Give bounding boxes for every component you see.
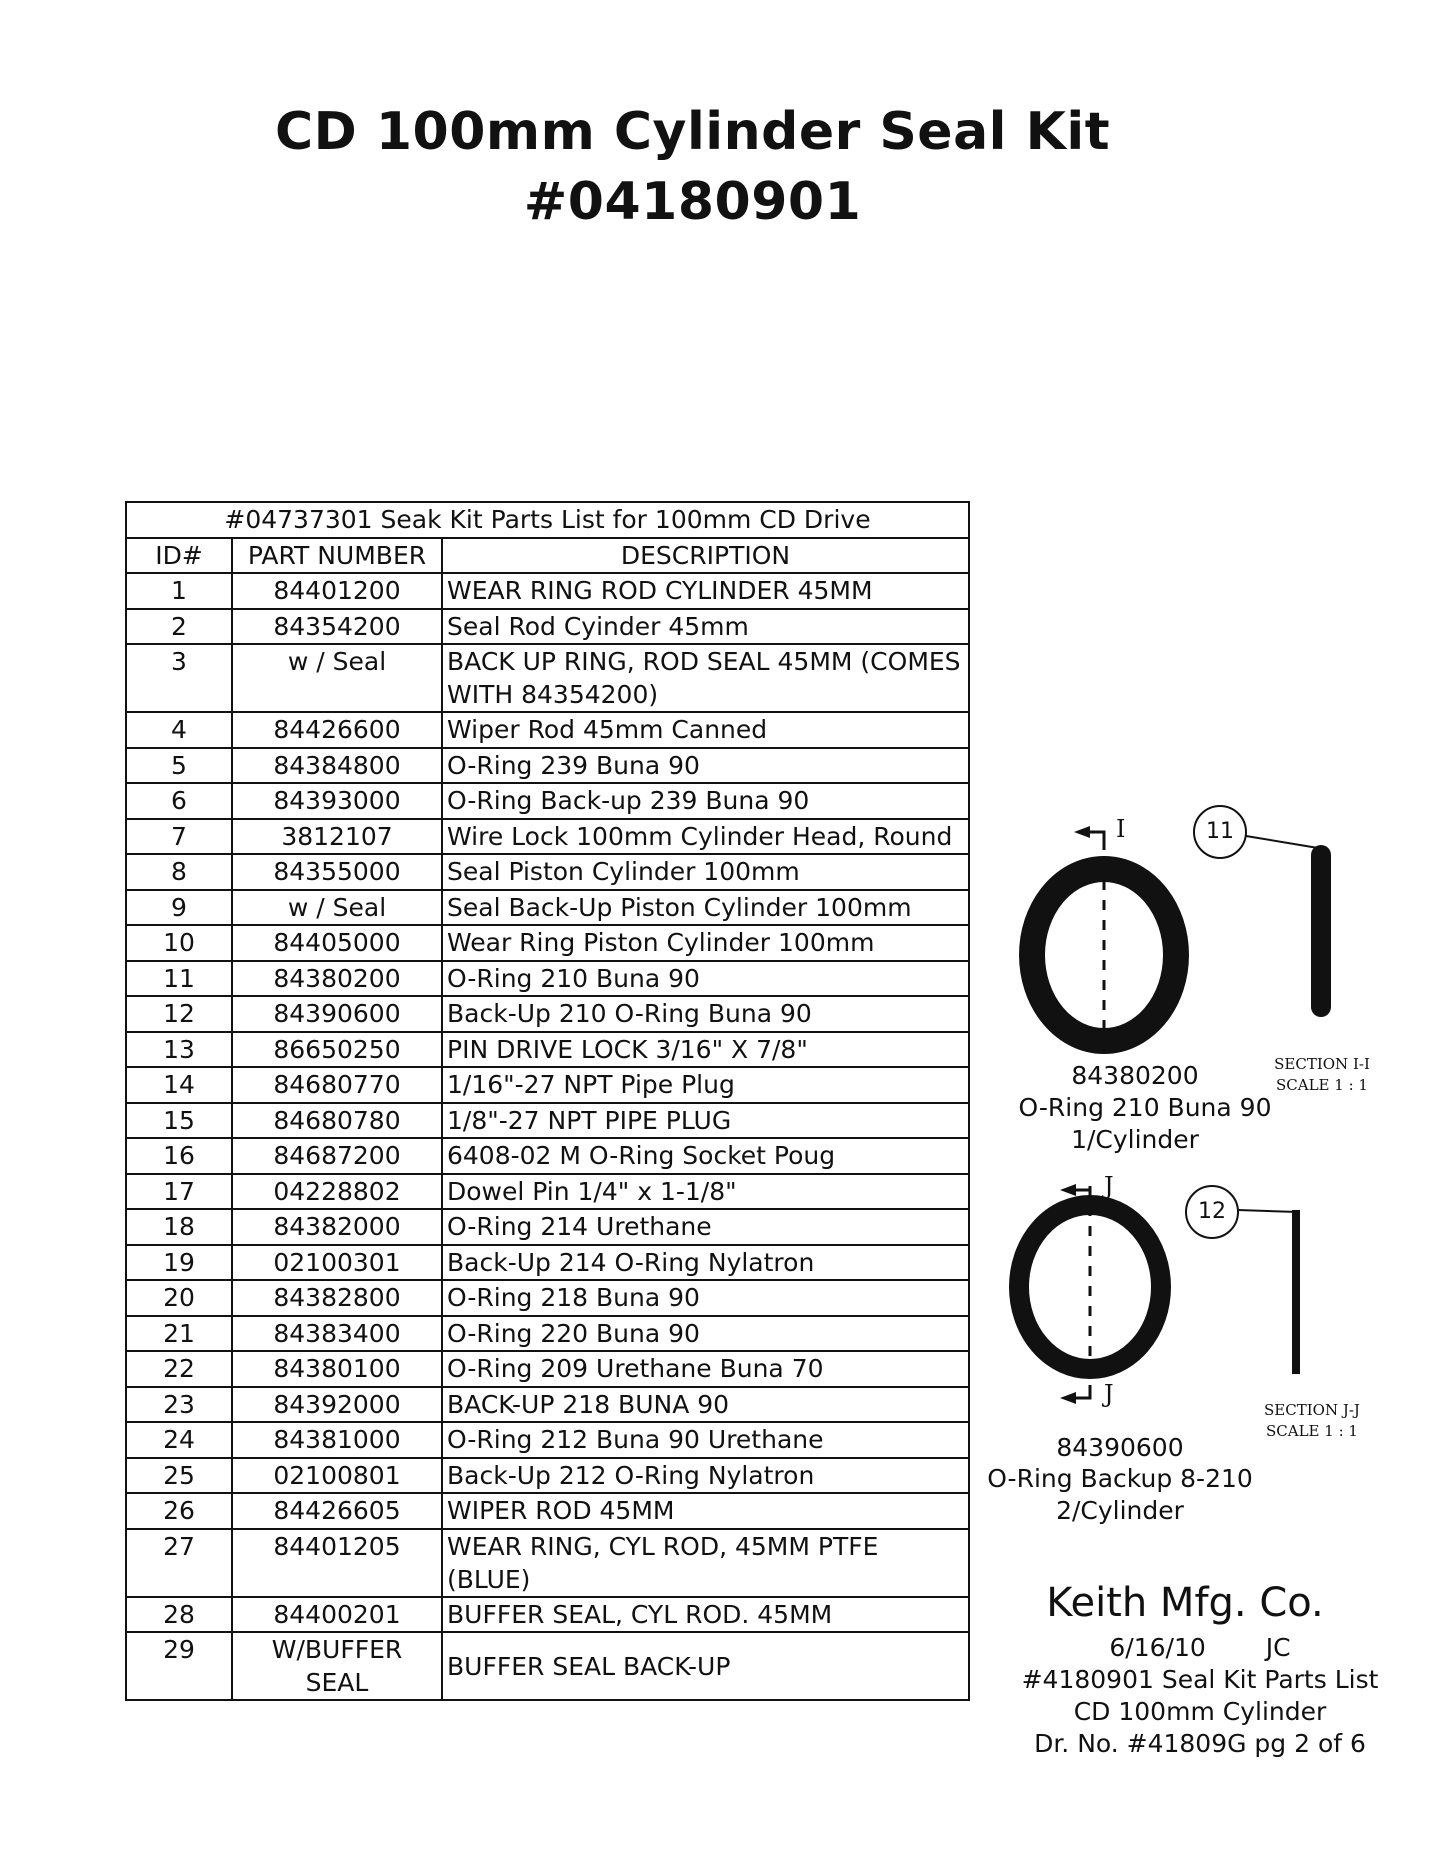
cell-description: O-Ring 212 Buna 90 Urethane (442, 1422, 969, 1458)
section-j-title: SECTION J-J (1264, 1401, 1360, 1419)
cell-description: O-Ring 214 Urethane (442, 1209, 969, 1245)
cell-part-number: 84687200 (232, 1138, 442, 1174)
cell-part-number: 84355000 (232, 854, 442, 890)
backup-210-name: O-Ring Backup 8-210 (987, 1464, 1253, 1493)
cell-part-number: 84383400 (232, 1316, 442, 1352)
cell-part-number: 84401200 (232, 573, 442, 609)
cell-part-number: 84400201 (232, 1597, 442, 1633)
oring-210-front-view (1032, 869, 1176, 1041)
cell-id: 16 (126, 1138, 232, 1174)
arrow-head-icon (1074, 826, 1090, 838)
oring-210-section-view (1311, 845, 1331, 1017)
list-title: #4180901 Seal Kit Parts List (1021, 1665, 1379, 1694)
section-letter-i-bottom: I (1116, 1022, 1126, 1050)
cell-id: 25 (126, 1458, 232, 1494)
cell-description: Seal Back-Up Piston Cylinder 100mm (442, 890, 969, 926)
arrow-head-icon (1060, 1184, 1076, 1196)
cell-description: WEAR RING, CYL ROD, 45MM PTFE (BLUE) (442, 1529, 969, 1597)
cell-id: 14 (126, 1067, 232, 1103)
cell-description: O-Ring 209 Urethane Buna 70 (442, 1351, 969, 1387)
cell-id: 3 (126, 644, 232, 712)
cell-part-number: 84382800 (232, 1280, 442, 1316)
balloon-11-label: 11 (1206, 819, 1234, 844)
cell-id: 2 (126, 609, 232, 645)
cell-part-number: 84426605 (232, 1493, 442, 1529)
page-title: CD 100mm Cylinder Seal Kit (274, 102, 1111, 162)
cell-description: Wear Ring Piston Cylinder 100mm (442, 925, 969, 961)
cell-id: 29 (126, 1632, 232, 1700)
section-arrow-i-top (1090, 832, 1104, 845)
header-id: ID# (126, 538, 232, 574)
oring-210-part-number: 84380200 (1071, 1061, 1199, 1090)
date-line (1000, 1632, 1400, 1664)
cell-part-number: 04228802 (232, 1174, 442, 1210)
cell-id: 6 (126, 783, 232, 819)
cell-part-number: 84393000 (232, 783, 442, 819)
cell-id: 21 (126, 1316, 232, 1352)
cell-description: BACK-UP 218 BUNA 90 (442, 1387, 969, 1423)
cell-part-number: 84380100 (232, 1351, 442, 1387)
cell-part-number: 84401205 (232, 1529, 442, 1597)
cell-part-number: 84426600 (232, 712, 442, 748)
cell-description: BUFFER SEAL BACK-UP (442, 1632, 969, 1700)
cell-part-number: w / Seal (232, 890, 442, 926)
company-name: Keith Mfg. Co. (1046, 1580, 1324, 1626)
cell-part-number: 84384800 (232, 748, 442, 784)
kit-number: #04180901 (523, 172, 862, 232)
cell-part-number: 84392000 (232, 1387, 442, 1423)
section-letter-j-bottom: J (1104, 1380, 1114, 1408)
section-arrow-j-bottom (1076, 1385, 1090, 1398)
cell-id: 11 (126, 961, 232, 997)
oring-210-qty: 1/Cylinder (1071, 1125, 1199, 1154)
cell-description: WEAR RING ROD CYLINDER 45MM (442, 573, 969, 609)
section-letter-i-top: I (1116, 815, 1126, 843)
cell-description: Back-Up 212 O-Ring Nylatron (442, 1458, 969, 1494)
cell-id: 10 (126, 925, 232, 961)
cell-description: 1/16"-27 NPT Pipe Plug (442, 1067, 969, 1103)
cell-description: 1/8"-27 NPT PIPE PLUG (442, 1103, 969, 1139)
cell-part-number: 84680770 (232, 1067, 442, 1103)
section-i-title: SECTION I-I (1274, 1055, 1370, 1073)
drawing-date: 6/16/10 (1109, 1633, 1206, 1662)
arrow-head-icon (1060, 1392, 1076, 1404)
leader-line (1238, 1210, 1298, 1212)
table-caption: #04737301 Seak Kit Parts List for 100mm CD Drive (126, 502, 969, 538)
section-j-scale: SCALE 1 : 1 (1266, 1422, 1358, 1440)
cell-part-number: 02100801 (232, 1458, 442, 1494)
cell-description: WIPER ROD 45MM (442, 1493, 969, 1529)
cell-description: PIN DRIVE LOCK 3/16" X 7/8" (442, 1032, 969, 1068)
cell-part-number: 86650250 (232, 1032, 442, 1068)
drafter-initials: JC (1265, 1633, 1291, 1662)
cell-description: Wire Lock 100mm Cylinder Head, Round (442, 819, 969, 855)
cell-id: 22 (126, 1351, 232, 1387)
cell-description: Wiper Rod 45mm Canned (442, 712, 969, 748)
oring-210-name: O-Ring 210 Buna 90 (1018, 1093, 1272, 1122)
cell-part-number: w / Seal (232, 644, 442, 712)
cell-description: Dowel Pin 1/4" x 1-1/8" (442, 1174, 969, 1210)
leader-line (1246, 836, 1318, 848)
cell-description: Seal Rod Cyinder 45mm (442, 609, 969, 645)
cell-description: O-Ring 220 Buna 90 (442, 1316, 969, 1352)
cell-id: 13 (126, 1032, 232, 1068)
cell-id: 1 (126, 573, 232, 609)
section-i-scale: SCALE 1 : 1 (1276, 1076, 1368, 1094)
cell-id: 19 (126, 1245, 232, 1281)
cell-description: Back-Up 210 O-Ring Buna 90 (442, 996, 969, 1032)
cell-description: Back-Up 214 O-Ring Nylatron (442, 1245, 969, 1281)
cell-id: 27 (126, 1529, 232, 1597)
cell-id: 28 (126, 1597, 232, 1633)
cell-description: Seal Piston Cylinder 100mm (442, 854, 969, 890)
cell-id: 7 (126, 819, 232, 855)
cell-id: 5 (126, 748, 232, 784)
cell-id: 4 (126, 712, 232, 748)
cell-part-number: 84680780 (232, 1103, 442, 1139)
cell-description: O-Ring 210 Buna 90 (442, 961, 969, 997)
cell-id: 26 (126, 1493, 232, 1529)
header-description: DESCRIPTION (442, 538, 969, 574)
drawing-number: Dr. No. #41809G pg 2 of 6 (1034, 1729, 1366, 1758)
cell-id: 8 (126, 854, 232, 890)
cell-id: 17 (126, 1174, 232, 1210)
cell-description: O-Ring 218 Buna 90 (442, 1280, 969, 1316)
cell-description: O-Ring 239 Buna 90 (442, 748, 969, 784)
cell-description: 6408-02 M O-Ring Socket Poug (442, 1138, 969, 1174)
cell-id: 24 (126, 1422, 232, 1458)
cell-description: BUFFER SEAL, CYL ROD. 45MM (442, 1597, 969, 1633)
cell-id: 9 (126, 890, 232, 926)
oring-210-drawing (1032, 806, 1331, 1041)
cell-description: BACK UP RING, ROD SEAL 45MM (COMES WITH 84354200) (442, 644, 969, 712)
cell-id: 18 (126, 1209, 232, 1245)
cell-part-number: 84381000 (232, 1422, 442, 1458)
backup-210-section-view (1292, 1210, 1300, 1374)
section-letter-j-top: J (1104, 1172, 1114, 1200)
cell-part-number: 02100301 (232, 1245, 442, 1281)
cell-part-number: 84405000 (232, 925, 442, 961)
backup-210-part-number: 84390600 (1056, 1433, 1184, 1462)
backup-210-qty: 2/Cylinder (1056, 1496, 1184, 1525)
backup-210-drawing (1019, 1184, 1300, 1404)
cell-part-number: 84354200 (232, 609, 442, 645)
cell-id: 12 (126, 996, 232, 1032)
cell-id: 20 (126, 1280, 232, 1316)
cell-id: 23 (126, 1387, 232, 1423)
cell-part-number: 84380200 (232, 961, 442, 997)
balloon-12-label: 12 (1198, 1199, 1226, 1224)
cell-part-number: 84390600 (232, 996, 442, 1032)
cell-part-number: 84382000 (232, 1209, 442, 1245)
cell-part-number: 3812107 (232, 819, 442, 855)
cell-id: 15 (126, 1103, 232, 1139)
cell-description: O-Ring Back-up 239 Buna 90 (442, 783, 969, 819)
header-part-number: PART NUMBER (232, 538, 442, 574)
cell-part-number: W/BUFFER SEAL (232, 1632, 442, 1700)
list-subtitle: CD 100mm Cylinder (1073, 1697, 1327, 1726)
